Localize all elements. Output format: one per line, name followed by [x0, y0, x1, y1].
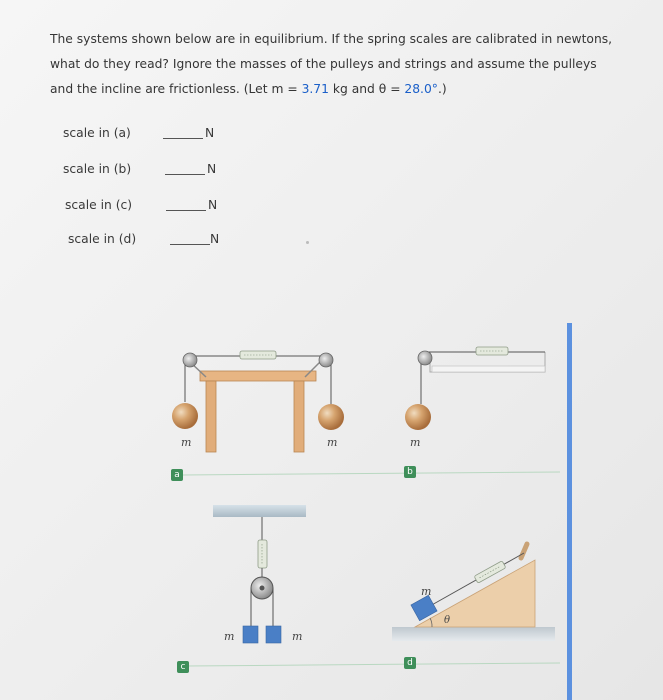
- problem-line-3-eq: =: [386, 82, 405, 96]
- pulley-c-axle: [260, 586, 265, 591]
- answer-label-d: scale in (d): [68, 232, 137, 246]
- mass-block-c-right: [266, 626, 281, 643]
- mass-label-c-right: m: [292, 630, 303, 643]
- mass-ball-b: [405, 404, 431, 430]
- pulley-b: [418, 351, 432, 365]
- panel-tag-c: c: [177, 661, 189, 673]
- bracket-b-shelf: [432, 366, 545, 372]
- answer-unit-a: N: [205, 126, 215, 140]
- page-edge-bar: [567, 323, 572, 700]
- angle-label-d: θ: [444, 615, 451, 626]
- table-leg-left: [206, 381, 216, 452]
- answer-unit-c: N: [208, 198, 218, 212]
- answer-unit-b: N: [207, 162, 217, 176]
- mass-label-b: m: [410, 436, 421, 449]
- theta-symbol: θ: [378, 82, 387, 96]
- panel-c-diagram: [213, 505, 306, 643]
- mass-ball-a-right: [318, 404, 344, 430]
- incline-post: [521, 544, 527, 558]
- pulley-a-right: [319, 353, 333, 367]
- ground-d: [392, 627, 555, 641]
- answer-label-b: scale in (b): [63, 162, 132, 176]
- problem-line-2: what do they read? Ignore the masses of the pulleys and strings and assume the pulleys: [50, 57, 597, 71]
- mass-label-c-left: m: [224, 630, 235, 643]
- divider-ab: [183, 472, 560, 475]
- answer-label-c: scale in (c): [65, 198, 133, 212]
- answer-unit-d: N: [210, 232, 220, 246]
- panel-a-diagram: [172, 351, 344, 452]
- panel-b-diagram: [405, 347, 545, 430]
- panel-d-diagram: [392, 544, 555, 641]
- problem-line-1: The systems shown below are in equilibrium. If the spring scales are calibrated in newtons,: [50, 32, 613, 46]
- spring-scale-c: [258, 540, 267, 568]
- mass-ball-a-left: [172, 403, 198, 429]
- mass-label-a-left: m: [181, 436, 192, 449]
- panel-tag-d: d: [404, 657, 416, 669]
- mass-label-d: m: [421, 585, 432, 598]
- mass-label-a-right: m: [327, 436, 338, 449]
- ceiling-c: [213, 505, 306, 517]
- table-leg-right: [294, 381, 304, 452]
- angle-value: 28.0°: [404, 82, 438, 96]
- pulley-a-left: [183, 353, 197, 367]
- incline-d: [415, 560, 535, 627]
- divider-cd: [186, 663, 560, 666]
- problem-line-3-kg: kg and: [328, 82, 379, 96]
- panel-tag-b: b: [404, 466, 416, 478]
- table-top: [200, 371, 316, 381]
- mass-value: 3.71: [301, 82, 329, 96]
- panel-tag-a: a: [171, 469, 183, 481]
- problem-line-3-end: .): [437, 82, 447, 96]
- mass-block-c-left: [243, 626, 258, 643]
- answer-label-a: scale in (a): [63, 126, 131, 140]
- problem-line-3-start: and the incline are frictionless. (Let m =: [50, 82, 302, 96]
